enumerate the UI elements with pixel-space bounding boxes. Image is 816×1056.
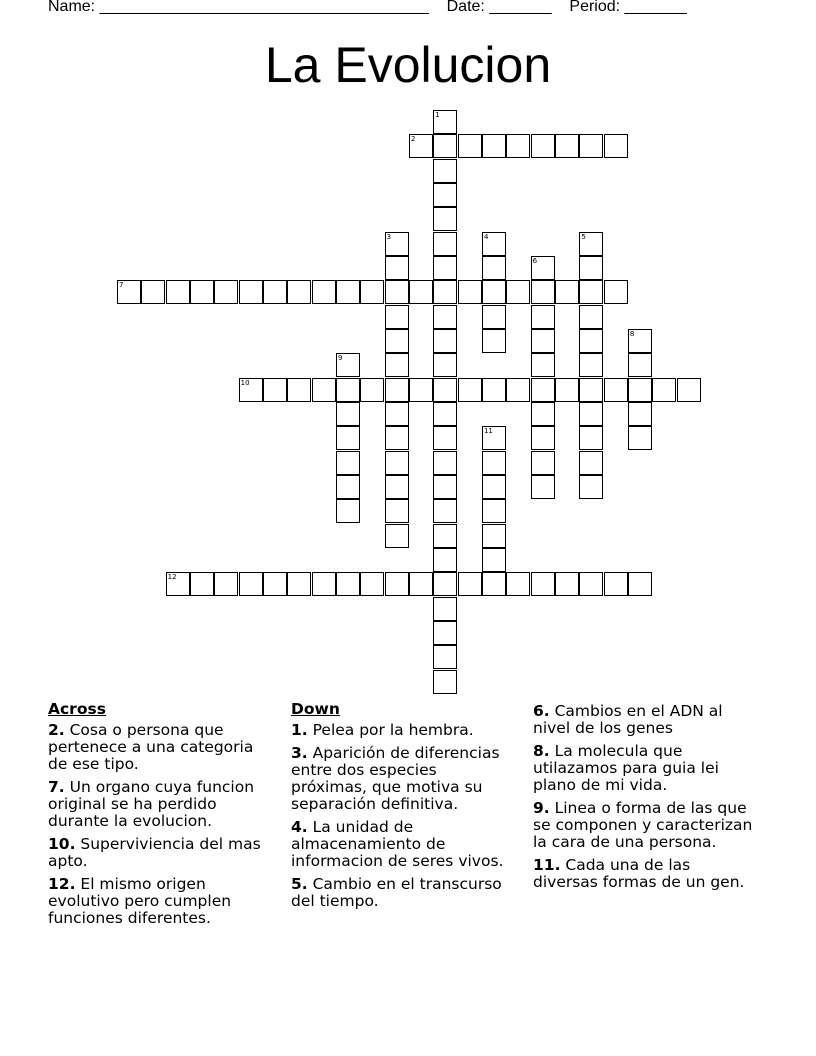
clue-text: Cambios en el ADN al nivel de los genes — [533, 702, 723, 737]
crossword-cell[interactable] — [628, 402, 652, 426]
clue-item — [48, 836, 268, 870]
crossword-cell[interactable] — [579, 426, 603, 450]
cell-number: 9 — [337, 354, 343, 363]
crossword-cell[interactable] — [482, 378, 506, 402]
crossword-cell[interactable] — [385, 524, 409, 548]
crossword-cell[interactable] — [555, 572, 579, 596]
crossword-cell[interactable] — [604, 134, 628, 158]
crossword-cell[interactable] — [385, 475, 409, 499]
crossword-cell[interactable] — [506, 572, 530, 596]
clue-item — [291, 876, 511, 910]
clue-item — [291, 819, 511, 870]
crossword-cell[interactable] — [433, 621, 457, 645]
across-heading: Across — [48, 700, 106, 718]
crossword-cell[interactable] — [385, 572, 409, 596]
crossword-cell[interactable] — [433, 256, 457, 280]
crossword-cell[interactable] — [360, 280, 384, 304]
crossword-cell[interactable] — [433, 597, 457, 621]
crossword-cell[interactable] — [385, 499, 409, 523]
clue-item — [533, 857, 753, 891]
crossword-cell[interactable] — [604, 572, 628, 596]
clue-text: La molecula que utilazamos para guia lei plano de mi vida. — [533, 742, 719, 794]
crossword-cell[interactable] — [312, 280, 336, 304]
crossword-cell[interactable] — [555, 134, 579, 158]
crossword-cell[interactable] — [482, 305, 506, 329]
crossword-cell[interactable] — [385, 426, 409, 450]
crossword-cell[interactable] — [433, 572, 457, 596]
clue-number: 7. — [48, 778, 65, 796]
crossword-cell[interactable] — [579, 378, 603, 402]
crossword-cell[interactable] — [409, 280, 433, 304]
cell-number: 3 — [386, 232, 392, 241]
crossword-cell[interactable] — [628, 572, 652, 596]
crossword-cell[interactable] — [385, 256, 409, 280]
crossword-cell[interactable] — [458, 134, 482, 158]
crossword-cell[interactable] — [482, 329, 506, 353]
across-list — [48, 722, 268, 927]
cell-number: 11 — [483, 427, 493, 436]
crossword-cell[interactable] — [531, 329, 555, 353]
crossword-cell[interactable] — [433, 475, 457, 499]
crossword-cell[interactable] — [287, 378, 311, 402]
crossword-cell[interactable] — [214, 280, 238, 304]
crossword-cell[interactable] — [458, 280, 482, 304]
crossword-cell[interactable] — [433, 645, 457, 669]
crossword-cell[interactable] — [482, 475, 506, 499]
crossword-cell[interactable] — [433, 280, 457, 304]
crossword-cell[interactable] — [579, 305, 603, 329]
period-blank[interactable]: _______ — [624, 0, 687, 15]
clue-text: Cosa o persona que pertenece a una categoria de ese tipo. — [48, 721, 254, 773]
crossword-cell[interactable] — [385, 378, 409, 402]
crossword-cell[interactable] — [555, 280, 579, 304]
crossword-cell[interactable] — [579, 402, 603, 426]
down-clues — [291, 701, 511, 916]
clue-number: 4. — [291, 818, 308, 836]
crossword-cell[interactable] — [263, 572, 287, 596]
crossword-cell[interactable] — [531, 280, 555, 304]
cell-number: 12 — [167, 573, 177, 582]
clue-item — [48, 876, 268, 927]
crossword-cell[interactable] — [482, 280, 506, 304]
crossword-cell[interactable] — [239, 572, 263, 596]
crossword-cell[interactable] — [433, 353, 457, 377]
crossword-cell[interactable] — [433, 402, 457, 426]
crossword-cell[interactable] — [579, 256, 603, 280]
clue-number: 12. — [48, 875, 76, 893]
crossword-cell[interactable] — [482, 134, 506, 158]
crossword-cell[interactable] — [336, 451, 360, 475]
crossword-cell[interactable] — [336, 280, 360, 304]
clue-number: 1. — [291, 721, 308, 739]
cell-number: 8 — [629, 329, 635, 338]
crossword-cell[interactable] — [482, 451, 506, 475]
crossword-cell[interactable] — [628, 329, 652, 353]
cell-number: 2 — [410, 135, 416, 144]
crossword-cell[interactable] — [433, 329, 457, 353]
crossword-cell[interactable] — [433, 548, 457, 572]
crossword-cell[interactable] — [409, 572, 433, 596]
name-blank[interactable]: _____________________________________ — [99, 0, 429, 15]
crossword-cell[interactable] — [579, 280, 603, 304]
clue-text: La unidad de almacenamiento de informacion de seres vivos. — [291, 818, 504, 870]
clue-text: Linea o forma de las que se componen y caracterizan la cara de una persona. — [533, 799, 753, 851]
crossword-cell[interactable] — [482, 499, 506, 523]
crossword-cell[interactable] — [287, 280, 311, 304]
clue-text: Pelea por la hembra. — [307, 721, 474, 739]
crossword-cell[interactable] — [263, 280, 287, 304]
clue-item — [48, 722, 268, 773]
crossword-cell[interactable] — [628, 426, 652, 450]
name-label: Name: — [48, 0, 96, 15]
crossword-cell[interactable] — [628, 378, 652, 402]
crossword-cell[interactable] — [579, 572, 603, 596]
crossword-cell[interactable] — [531, 426, 555, 450]
crossword-cell[interactable] — [433, 670, 457, 694]
crossword-cell[interactable] — [336, 402, 360, 426]
down-list-continued — [533, 703, 753, 891]
crossword-cell[interactable] — [336, 475, 360, 499]
period-label: Period: — [569, 0, 621, 15]
cell-number: 7 — [119, 281, 124, 290]
clue-number: 3. — [291, 744, 308, 762]
crossword-cell[interactable] — [531, 305, 555, 329]
clue-item — [533, 800, 753, 851]
down-heading: Down — [291, 700, 340, 718]
clue-item — [533, 743, 753, 794]
clue-item — [291, 745, 511, 813]
clue-text: Cambio en el transcurso del tiempo. — [291, 875, 502, 910]
crossword-cell[interactable] — [117, 280, 141, 304]
cell-number: 1 — [435, 111, 440, 119]
crossword-cell[interactable] — [409, 134, 433, 158]
crossword-cell[interactable] — [506, 378, 530, 402]
date-blank[interactable]: _______ — [489, 0, 552, 15]
clue-number: 9. — [533, 799, 550, 817]
clue-number: 2. — [48, 721, 65, 739]
crossword-cell[interactable] — [263, 378, 287, 402]
crossword-cell[interactable] — [458, 378, 482, 402]
crossword-cell[interactable] — [433, 134, 457, 158]
crossword-cell[interactable] — [166, 572, 190, 596]
crossword-cell[interactable] — [531, 402, 555, 426]
crossword-cell[interactable] — [409, 378, 433, 402]
crossword-cell[interactable] — [166, 280, 190, 304]
crossword-cell[interactable] — [531, 572, 555, 596]
crossword-cell[interactable] — [433, 524, 457, 548]
clue-text: Superviviencia del mas apto. — [48, 835, 261, 870]
clue-number: 11. — [533, 856, 561, 874]
crossword-cell[interactable] — [214, 572, 238, 596]
crossword-cell[interactable] — [531, 451, 555, 475]
crossword-cell[interactable] — [677, 378, 701, 402]
crossword-cell[interactable] — [579, 134, 603, 158]
cell-number: 10 — [240, 378, 250, 387]
crossword-cell[interactable] — [531, 353, 555, 377]
crossword-cell[interactable] — [433, 451, 457, 475]
crossword-cell[interactable] — [385, 353, 409, 377]
crossword-cell[interactable] — [360, 572, 384, 596]
crossword-cell[interactable] — [312, 378, 336, 402]
crossword-cell[interactable] — [555, 378, 579, 402]
date-label: Date: — [446, 0, 485, 15]
crossword-cell[interactable] — [482, 548, 506, 572]
crossword-cell[interactable] — [506, 280, 530, 304]
crossword-cell[interactable] — [433, 232, 457, 256]
crossword-cell[interactable] — [531, 475, 555, 499]
cell-number: 6 — [532, 256, 538, 265]
crossword-cell[interactable] — [482, 426, 506, 450]
clue-item — [48, 779, 268, 830]
crossword-cell[interactable] — [579, 451, 603, 475]
crossword-cell[interactable] — [336, 353, 360, 377]
crossword-cell[interactable] — [385, 305, 409, 329]
crossword-cell[interactable] — [433, 207, 457, 231]
crossword-cell[interactable] — [312, 572, 336, 596]
crossword-cell[interactable] — [287, 572, 311, 596]
clue-text: Un organo cuya funcion original se ha perdido durante la evolucion. — [48, 778, 255, 830]
crossword-cell[interactable] — [579, 353, 603, 377]
crossword-cell[interactable] — [385, 329, 409, 353]
crossword-cell[interactable] — [482, 256, 506, 280]
crossword-cell[interactable] — [531, 256, 555, 280]
crossword-cell[interactable] — [433, 305, 457, 329]
crossword-cell[interactable] — [385, 451, 409, 475]
cell-number: 5 — [581, 232, 586, 241]
crossword-cell[interactable] — [385, 280, 409, 304]
crossword-cell[interactable] — [336, 572, 360, 596]
crossword-cell[interactable] — [336, 378, 360, 402]
crossword-cell[interactable] — [141, 280, 165, 304]
crossword-cell[interactable] — [190, 572, 214, 596]
crossword-cell[interactable] — [239, 378, 263, 402]
crossword-cell[interactable] — [506, 134, 530, 158]
crossword-cell[interactable] — [336, 499, 360, 523]
crossword-cell[interactable] — [579, 329, 603, 353]
clue-text: Aparición de diferencias entre dos especies próximas, que motiva su separación definitiva. — [291, 744, 500, 813]
crossword-cell[interactable] — [433, 159, 457, 183]
crossword-cell[interactable] — [458, 572, 482, 596]
clue-number: 10. — [48, 835, 76, 853]
crossword-cell[interactable] — [579, 232, 603, 256]
crossword-cell[interactable] — [628, 353, 652, 377]
page-title: La Evolucion — [264, 37, 552, 93]
cell-number: 4 — [483, 232, 489, 241]
crossword-cell[interactable] — [482, 524, 506, 548]
clue-text: El mismo origen evolutivo pero cumplen funciones diferentes. — [48, 875, 232, 927]
crossword-cell[interactable] — [433, 183, 457, 207]
crossword-cell[interactable] — [652, 378, 676, 402]
crossword-cell[interactable] — [385, 402, 409, 426]
down-list — [291, 722, 511, 910]
across-clues — [48, 701, 268, 933]
crossword-cell[interactable] — [579, 475, 603, 499]
clue-item — [291, 722, 511, 739]
crossword-cell[interactable] — [433, 110, 457, 134]
crossword-cell[interactable] — [604, 280, 628, 304]
crossword-cell[interactable] — [604, 378, 628, 402]
clue-number: 6. — [533, 702, 550, 720]
crossword-cell[interactable] — [482, 572, 506, 596]
crossword-cell[interactable] — [385, 232, 409, 256]
crossword-cell[interactable] — [336, 426, 360, 450]
crossword-cell[interactable] — [360, 378, 384, 402]
crossword-cell[interactable] — [190, 280, 214, 304]
clue-item — [533, 703, 753, 737]
crossword-cell[interactable] — [433, 378, 457, 402]
crossword-cell[interactable] — [482, 232, 506, 256]
crossword-cell[interactable] — [239, 280, 263, 304]
clue-number: 8. — [533, 742, 550, 760]
crossword-cell[interactable] — [531, 134, 555, 158]
clue-text: Cada una de las diversas formas de un gen. — [533, 856, 745, 891]
crossword-cell[interactable] — [531, 378, 555, 402]
clue-number: 5. — [291, 875, 308, 893]
crossword-cell[interactable] — [433, 426, 457, 450]
down-clues-continued — [533, 703, 753, 897]
crossword-cell[interactable] — [433, 499, 457, 523]
